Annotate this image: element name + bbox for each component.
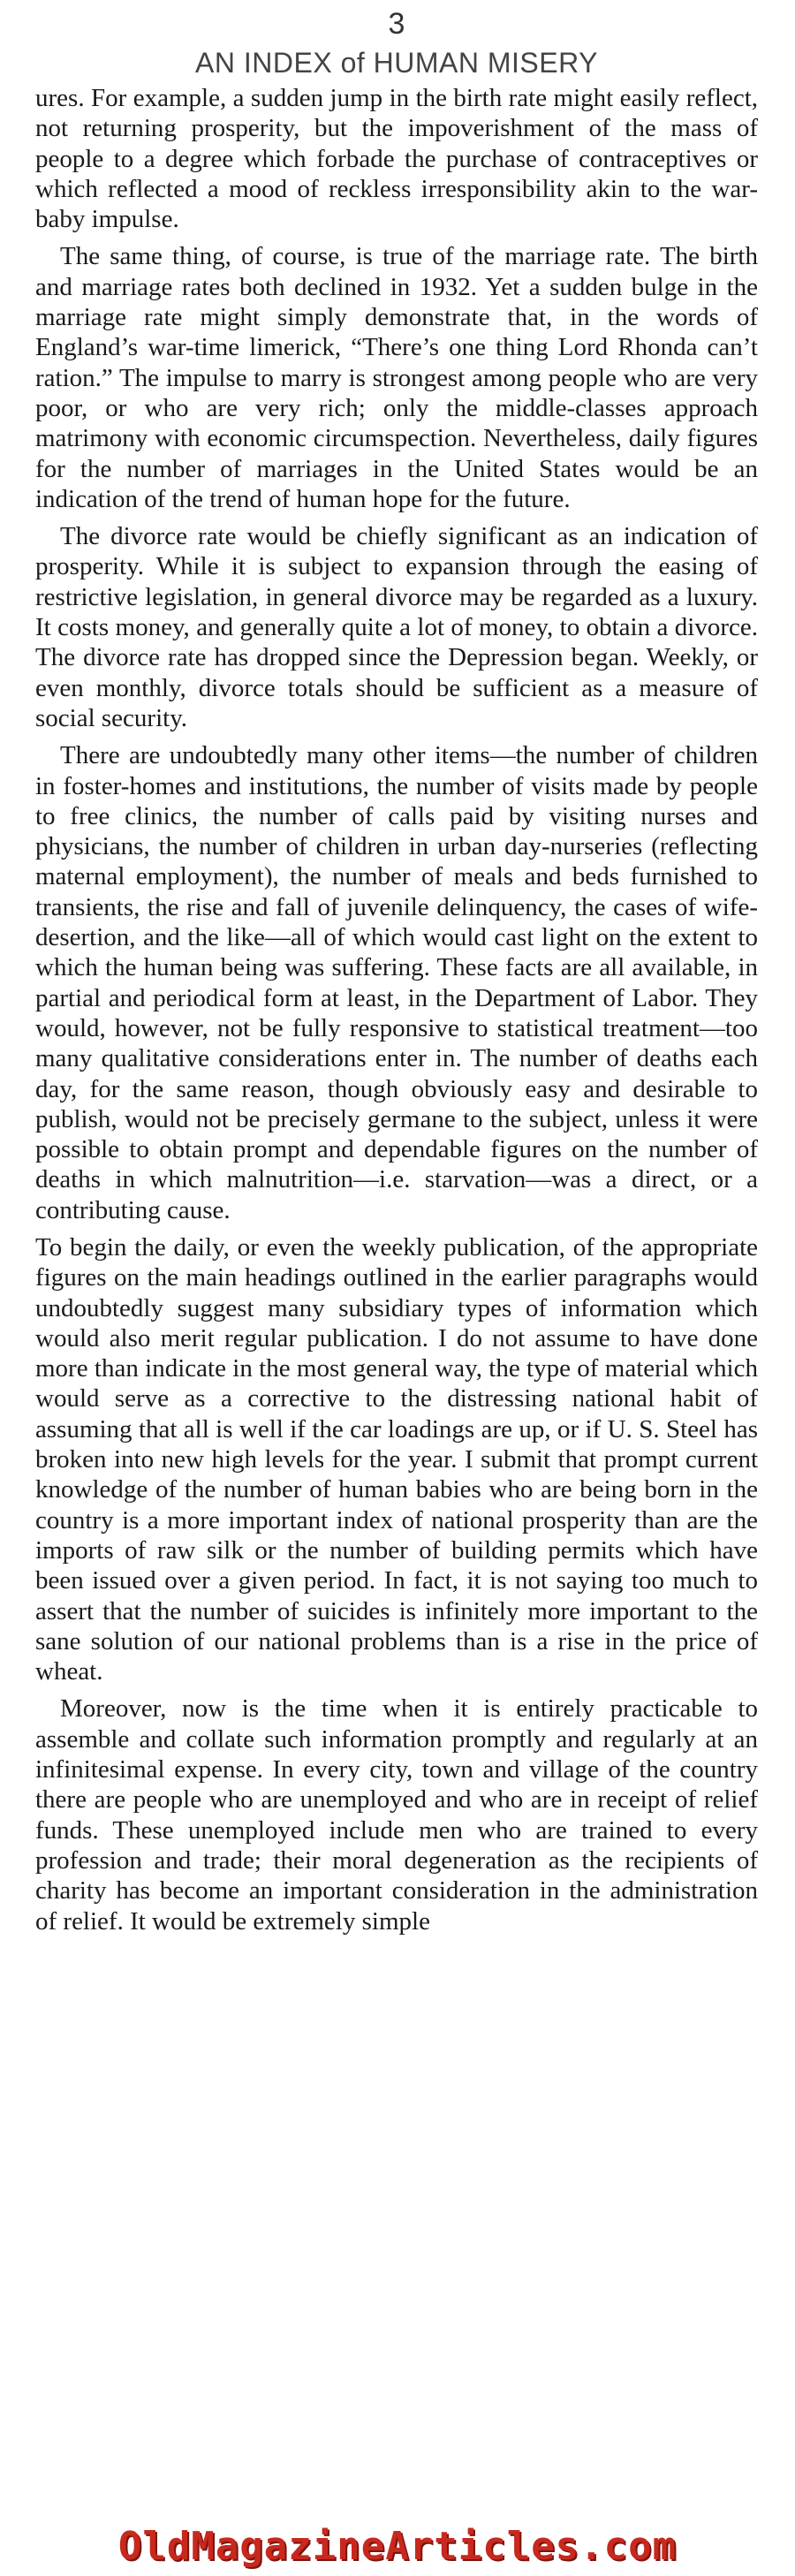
paragraph: The same thing, of course, is true of the marriage rate. The birth and marriage rates both declined in 1932. Yet a sudden bulge in the marriage rate might simply demonstrate that, in the words of England’s war-time limerick, “There’s one thing Lord Rhonda can’t ration.” The impulse to marry is strongest among people who are very poor, or who are very rich; only the middle-classes approach matrimony with economic circumspection. Nevertheless, daily figures for the number of marriages in the United States would be an indication of the trend of human hope for the future. bbox=[35, 242, 758, 513]
paragraph: To begin the daily, or even the weekly publication, of the appropriate figures on the main headings outlined in the earlier paragraphs would undoubtedly suggest many subsidiary types of information which would also merit regular publication. I do not assume to have done more than indicate in the most general way, the type of material which would serve as a corrective to the distressing national habit of assuming that all is well if the car loadings are up, or if U. S. Steel has broken into new high levels for the year. I submit that prompt current knowledge of the number of human babies who are being born in the country is a more important index of national prosperity than are the imports of raw silk or the number of building permits which have been issued over a given period. In fact, it is not saying too much to assert that the number of suicides is infinitely more important to the sane solution of our national problems than is a rise in the price of wheat. bbox=[35, 1232, 758, 1686]
page-number: 3 bbox=[388, 7, 405, 41]
paragraph: The divorce rate would be chiefly significant as an indication of prosperity. While it is subject to expansion through the easing of restrictive legislation, in general divorce may be regarded as a luxury. It costs money, and generally quite a lot of money, to obtain a divorce. The divorce rate has dropped since the Depression began. Weekly, or even monthly, divorce totals should be sufficient as a measure of social security. bbox=[35, 522, 758, 732]
paragraph: ures. For example, a sudden jump in the birth rate might easily reflect, not returning prosperity, but the impoverishment of the mass of people to a degree which forbade the purchase of contraceptives or which reflected a mood of reckless irresponsibility akin to the war-baby impulse. bbox=[35, 84, 758, 234]
article-body bbox=[35, 83, 758, 1936]
watermark-logo: OldMagazineArticles.com bbox=[117, 2524, 678, 2569]
running-head: AN INDEX of HUMAN MISERY bbox=[195, 47, 598, 79]
paragraph: Moreover, now is the time when it is entirely practicable to assemble and collate such information promptly and regularly at an infinitesimal expense. In every city, town and village of the country there are people who are unemployed and who are in receipt of relief funds. These unemployed include men who are trained to every profession and trade; their moral degeneration as the recipients of charity has become an important consideration in the administration of relief. It would be extremely simple bbox=[35, 1694, 758, 1936]
paragraph: There are undoubtedly many other items—the number of children in foster-homes and institutions, the number of visits made by people to free clinics, the number of calls paid by visiting nurses and physicians, the number of children in urban day-nurseries (reflecting maternal employment), the number of meals and beds furnished to transients, the rise and fall of juvenile delinquency, the cases of wife-desertion, and the like—all of which would cast light on the extent to which the human being was suffering. These facts are all available, in partial and periodical form at least, in the Department of Labor. They would, however, not be fully responsive to statistical treatment—too many qualitative considerations enter in. The number of deaths each day, for the same reason, though obviously easy and desirable to publish, would not be precisely germane to the subject, unless it were possible to obtain prompt and dependable figures on the number of deaths in which malnutrition—i.e. starvation—was a direct, or a contributing cause. bbox=[35, 741, 758, 1224]
